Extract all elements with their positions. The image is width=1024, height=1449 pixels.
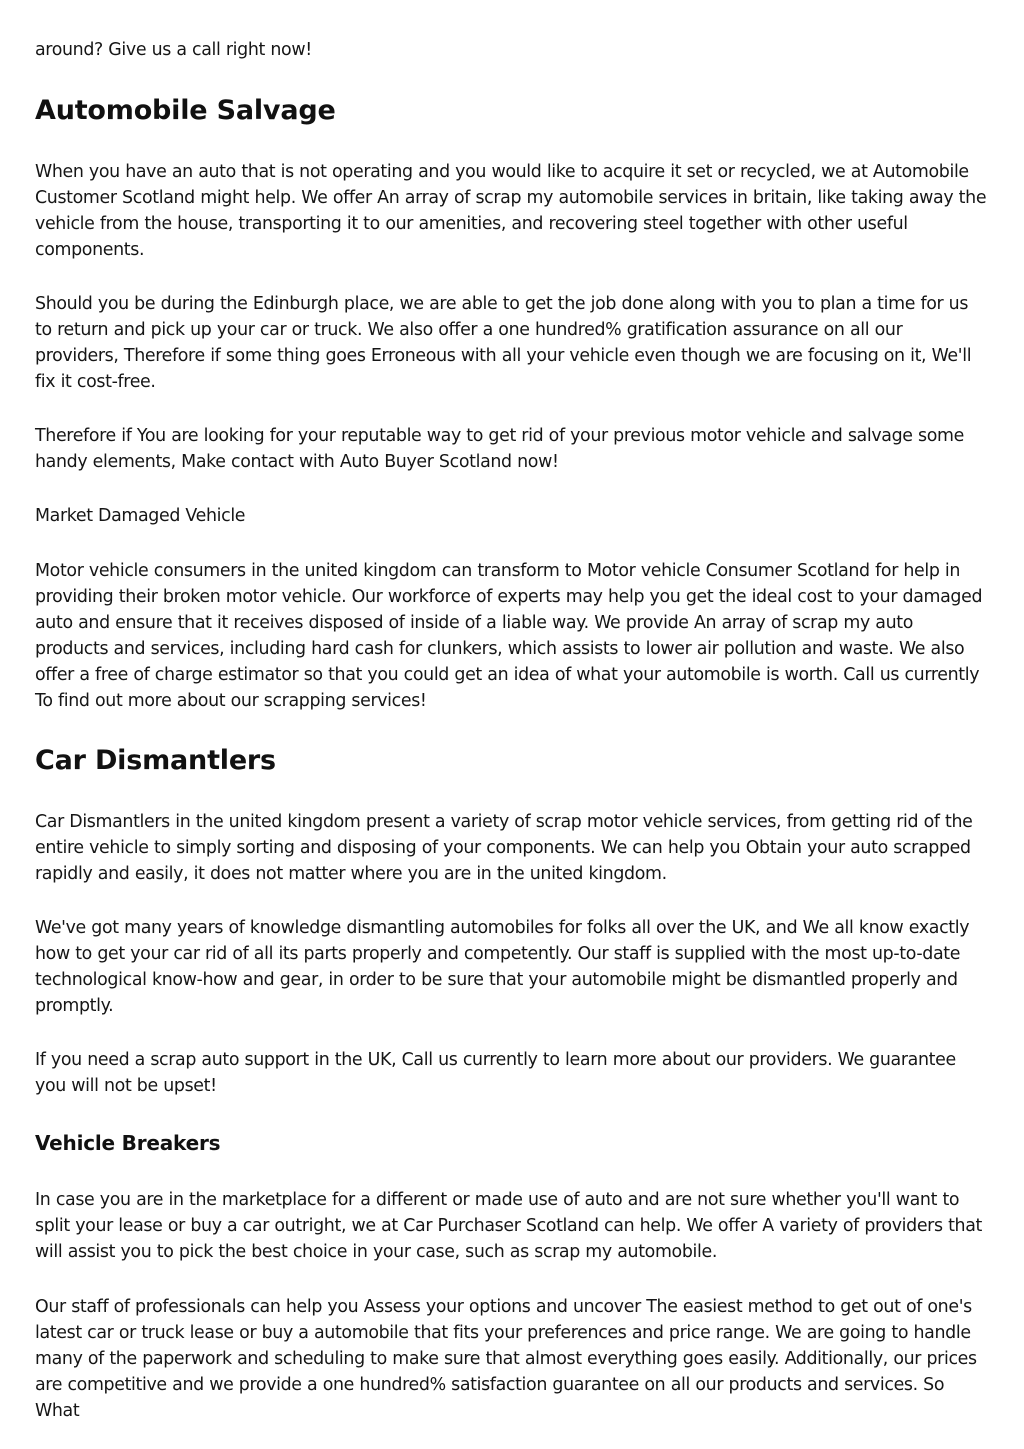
vehicle-breakers-heading: Vehicle Breakers: [35, 1131, 221, 1155]
car-dismantlers-paragraph-1: Car Dismantlers in the united kingdom present a variety of scrap motor vehicle services, from getting rid of the entire vehicle to simply sorting and disposing of your components. We can help you Obtain your auto scrapped rapidly and easily, it does not matter where you are in the united kingdom.: [35, 812, 973, 884]
intro-tail-paragraph: around? Give us a call right now!: [35, 40, 312, 60]
automobile-salvage-paragraph-2: Should you be during the Edinburgh place, we are able to get the job done along with you to plan a time for us to return and pick up your car or truck. We also offer a one hundred% gratification assurance on all our providers, Therefore if some thing goes Erroneous with all your vehicle even though we are focusing on it, We'll fix it cost-free.: [35, 294, 972, 392]
vehicle-breakers-paragraph-1: In case you are in the marketplace for a different or made use of auto and are not sure whether you'll want to split your lease or buy a car outright, we at Car Purchaser Scotland can help. We offer A variety of providers that will assist you to pick the best choice in your case, such as scrap my automobile.: [35, 1190, 982, 1262]
automobile-salvage-paragraph-5: Motor vehicle consumers in the united kingdom can transform to Motor vehicle Consumer Scotland for help in providing their broken motor vehicle. Our workforce of experts may help you get the ideal cost to your damaged auto and ensure that it receives disposed of inside of a liable way. We provide An array of scrap my auto products and services, including hard cash for clunkers, which assists to lower air pollution and waste. We also offer a free of charge estimator so that you could get an idea of what your automobile is worth. Call us currently To find out more about our scrapping services!: [35, 561, 983, 711]
automobile-salvage-paragraph-3: Therefore if You are looking for your reputable way to get rid of your previous motor vehicle and salvage some handy elements, Make contact with Auto Buyer Scotland now!: [35, 426, 964, 472]
car-dismantlers-heading: Car Dismantlers: [35, 745, 276, 776]
car-dismantlers-paragraph-2: We've got many years of knowledge dismantling automobiles for folks all over the UK, and We all know exactly how to get your car rid of all its parts properly and competently. Our staff is supplied with the most up-to-date technological know-how and gear, in order to be sure that your automobile might be dismantled properly and promptly.: [35, 918, 970, 1016]
automobile-salvage-heading: Automobile Salvage: [35, 95, 336, 126]
market-damaged-vehicle-line: Market Damaged Vehicle: [35, 506, 246, 526]
automobile-salvage-paragraph-1: When you have an auto that is not operating and you would like to acquire it set or recycled, we at Automobile Customer Scotland might help. We offer An array of scrap my automobile services in britain, like taking away the vehicle from the house, transporting it to our amenities, and recovering steel together with other useful components.: [35, 162, 987, 260]
car-dismantlers-paragraph-3: If you need a scrap auto support in the UK, Call us currently to learn more about our providers. We guarantee you will not be upset!: [35, 1050, 956, 1096]
vehicle-breakers-paragraph-2: Our staff of professionals can help you Assess your options and uncover The easiest method to get out of one's latest car or truck lease or buy a automobile that fits your preferences and price range. We are going to handle many of the paperwork and scheduling to make sure that almost everything goes easily. Additionally, our prices are competitive and we provide a one hundred% satisfaction guarantee on all our products and services. So What: [35, 1297, 977, 1421]
